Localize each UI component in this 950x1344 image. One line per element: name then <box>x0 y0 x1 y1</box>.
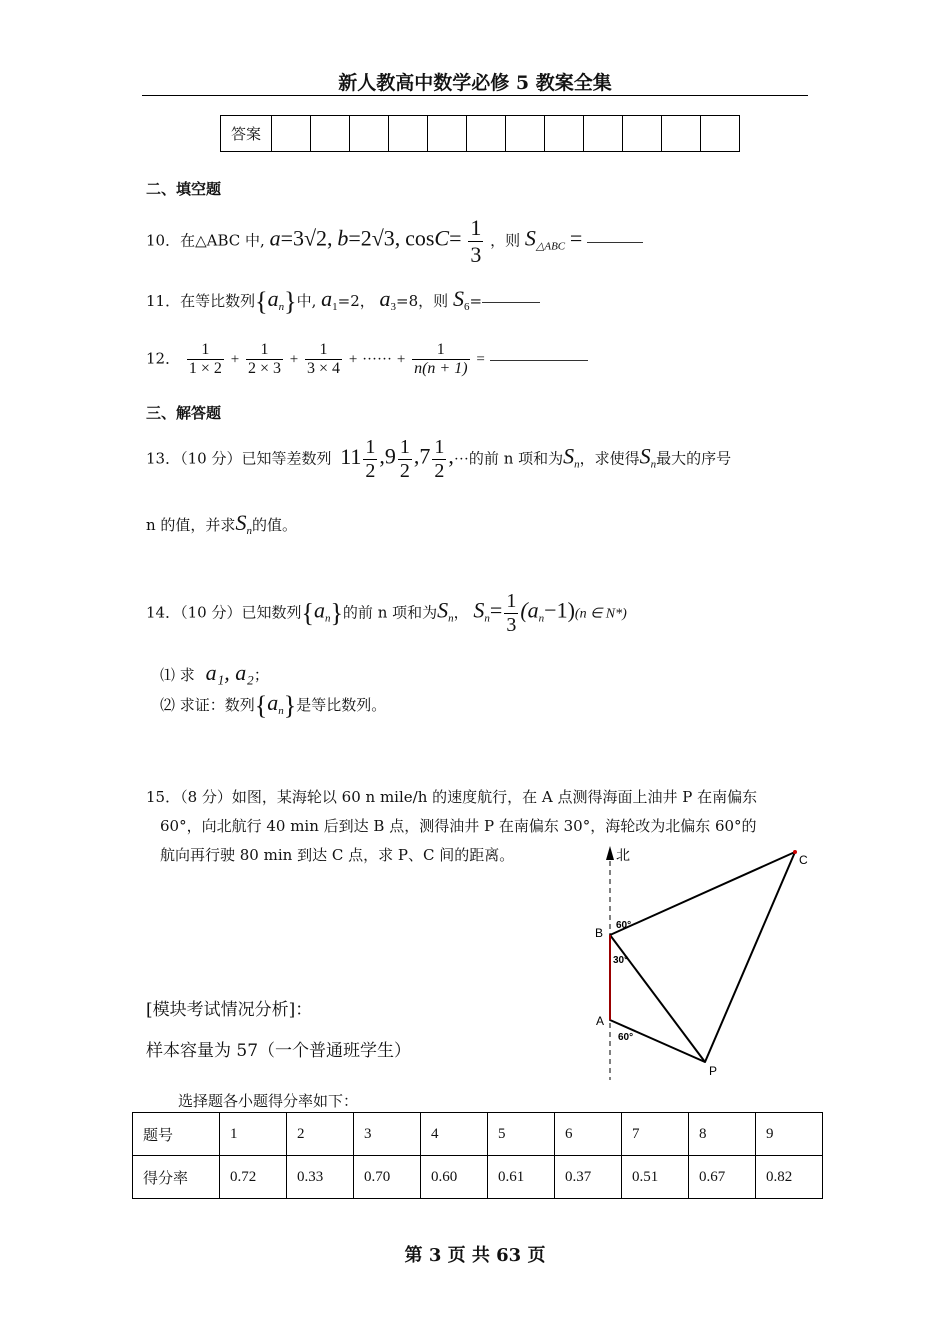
table-cell: 0.33 <box>287 1156 354 1199</box>
table-cell: 1 <box>220 1113 287 1156</box>
page-footer: 第 3 页 共 63 页 <box>404 1245 546 1266</box>
answer-cell <box>272 116 311 152</box>
q14-var-a: a <box>267 690 279 715</box>
table-cell: 0.51 <box>622 1156 689 1199</box>
q15-line-2: 60°，向北航行 40 min 后到达 B 点，测得油井 P 在南偏东 30°，海轮改为北偏东 60°的 <box>160 817 757 835</box>
angle-b-top: 60° <box>616 920 632 931</box>
table-cell: 7 <box>622 1113 689 1156</box>
q13-mid2: ，求使得 <box>579 449 640 468</box>
q12-ellipsis: ······ <box>362 351 393 368</box>
table-header-label: 题号 <box>133 1113 220 1156</box>
q10-var-a: a <box>269 225 281 251</box>
table-cell: 0.70 <box>354 1156 421 1199</box>
q14-sub-n: n <box>484 612 490 625</box>
q14-brace-open: { <box>254 691 268 720</box>
analysis-title: [模块考试情况分析]： <box>146 1000 313 1020</box>
q10-var-s: S <box>524 225 536 251</box>
table-cell: 0.60 <box>421 1156 488 1199</box>
question-13 <box>146 436 731 483</box>
q13-whole-1: 11 <box>340 443 362 469</box>
angle-a: 60° <box>618 1032 634 1043</box>
q14-fraction <box>504 590 518 637</box>
answer-cell <box>584 116 623 152</box>
q11-sub-3: 3 <box>390 301 397 313</box>
table-cell: 6 <box>555 1113 622 1156</box>
q14-part1-end: ； <box>253 666 269 684</box>
q14-brace-open: { <box>301 598 314 628</box>
q13-comma: , <box>413 443 420 469</box>
q12-equals: = <box>476 351 485 368</box>
path-quadrilateral <box>610 852 795 1062</box>
q11-var-s: S <box>452 286 464 311</box>
q13-var-s: S <box>639 443 651 469</box>
label-c: C <box>799 853 808 867</box>
q13-sub-n: n <box>650 458 657 471</box>
table-cell: 3 <box>354 1113 421 1156</box>
header-divider <box>142 95 808 96</box>
q13-comma: , <box>448 443 454 469</box>
q13-whole-3: 7 <box>419 443 431 469</box>
table-rate-label: 得分率 <box>133 1156 220 1199</box>
q13-frac-1 <box>363 436 377 483</box>
question-10 <box>146 215 643 268</box>
q11-sub-1: 1 <box>332 301 338 313</box>
table-cell: 0.67 <box>689 1156 756 1199</box>
q15-line-1: 15．（8 分）如图，某海轮以 60 n mile/h 的速度航行，在 A 点测得海面上油井 P 在南偏东 <box>146 788 758 806</box>
q13-ellipsis: ··· <box>453 451 469 468</box>
q14-equals: = <box>489 597 503 623</box>
q11-mid: 中, <box>296 292 317 310</box>
label-p: P <box>709 1064 718 1078</box>
q14-var-s: S <box>473 597 485 623</box>
table-cell: 0.82 <box>756 1156 823 1199</box>
q12-frac1-num: 1 <box>187 341 224 360</box>
section-title-fill: 二、填空题 <box>146 180 222 198</box>
q11-value-a3: =8，则 <box>396 292 449 310</box>
q11-number: 11．在等比数列 <box>146 292 256 310</box>
question-13-line-2 <box>146 510 297 537</box>
q11-var-a: a <box>267 286 279 311</box>
table-cell: 4 <box>421 1113 488 1156</box>
q10-fraction <box>468 215 483 268</box>
q14-brace-close: } <box>330 598 343 628</box>
q13-var-s: S <box>563 443 575 469</box>
page-header-title: 新人教高中数学必修 5 教案全集 <box>338 72 612 94</box>
answer-cell <box>545 116 584 152</box>
q14-frac-den: 3 <box>506 614 517 636</box>
q14-part2-label: ⑵ 求证：数列 <box>160 696 255 714</box>
q10-cos: cos <box>405 225 435 251</box>
q13-line2-end: 的值。 <box>251 516 297 534</box>
q13-frac3-num: 1 <box>434 436 445 458</box>
q13-var-s: S <box>235 510 247 535</box>
q14-comma: ， <box>453 603 469 622</box>
q13-sub-n: n <box>246 525 252 537</box>
q12-plus: + <box>230 351 240 368</box>
analysis-sample: 样本容量为 57（一个普通班学生） <box>146 1041 412 1061</box>
table-row <box>133 1113 823 1156</box>
q14-sub-n: n <box>448 612 454 625</box>
table-cell: 2 <box>287 1113 354 1156</box>
answer-cell <box>389 116 428 152</box>
q11-brace-open: { <box>255 287 268 316</box>
table-cell: 5 <box>488 1113 555 1156</box>
question-14-part-1 <box>160 660 269 686</box>
q13-mid: 的前 n 项和为 <box>468 449 564 468</box>
q14-brace-close: } <box>283 691 297 720</box>
q14-sub-n: n <box>324 612 331 625</box>
table-cell: 0.61 <box>488 1156 555 1199</box>
q13-frac3-den: 2 <box>434 460 445 482</box>
q14-part1-label: ⑴ 求 <box>160 666 195 684</box>
q13-sub-n: n <box>574 458 580 471</box>
q11-var-a1: a <box>321 286 333 311</box>
q13-lead: 13．（10 分）已知等差数列 <box>146 449 332 468</box>
q15-line-3: 航向再行驶 80 min 到达 C 点，求 P、C 间的距离。 <box>160 846 515 864</box>
q12-plus: + <box>289 351 299 368</box>
answer-row-table <box>220 115 740 152</box>
table-row <box>133 1156 823 1199</box>
north-arrow-icon <box>606 846 614 860</box>
table-cell: 9 <box>756 1113 823 1156</box>
q13-frac1-den: 2 <box>365 460 376 482</box>
q10-var-b: b <box>337 225 349 251</box>
q12-frac1-den: 1 × 2 <box>188 360 222 377</box>
q13-frac1-num: 1 <box>365 436 376 458</box>
question-14-part-2 <box>160 690 386 721</box>
score-table <box>132 1112 823 1199</box>
q13-frac-2 <box>398 436 412 483</box>
q12-last-num: 1 <box>412 341 469 360</box>
q14-minus-one: −1) <box>544 597 575 623</box>
q10-number: 10．在△ABC 中, <box>146 231 265 250</box>
answer-cell <box>428 116 467 152</box>
q10-then: ，则 <box>490 231 521 250</box>
q10-answer-blank <box>587 241 643 243</box>
q10-frac-den: 3 <box>470 242 482 267</box>
label-a: A <box>596 1014 605 1028</box>
navigation-diagram <box>560 840 820 1085</box>
q10-frac-num: 1 <box>470 215 482 240</box>
q12-answer-blank <box>490 359 588 361</box>
q14-sub-n: n <box>278 705 284 717</box>
table-caption: 选择题各小题得分率如下： <box>178 1092 359 1110</box>
angle-b-bottom: 30° <box>613 955 629 966</box>
table-cell: 0.72 <box>220 1156 287 1199</box>
q12-fraction-last <box>412 341 469 378</box>
north-label: 北 <box>616 847 630 863</box>
question-12 <box>146 341 588 378</box>
q10-value-a: =3√2, <box>280 225 333 251</box>
q12-plus: + <box>348 351 358 368</box>
q10-var-c: C <box>434 225 450 251</box>
table-cell: 0.37 <box>555 1156 622 1199</box>
q10-subscript: △ABC <box>535 240 566 253</box>
q10-value-b: =2√3, <box>348 225 401 251</box>
q13-frac2-num: 1 <box>399 436 410 458</box>
q14-sub-n: n <box>538 612 545 625</box>
q11-equals: = <box>469 292 483 310</box>
answer-cell <box>506 116 545 152</box>
q12-frac2-num: 1 <box>246 341 283 360</box>
question-14 <box>146 590 627 637</box>
q11-sub-6: 6 <box>463 301 470 313</box>
answer-cell <box>623 116 662 152</box>
answer-cell <box>467 116 506 152</box>
q11-brace-close: } <box>284 287 297 316</box>
q14-mid: 的前 n 项和为 <box>342 603 438 622</box>
q14-part2-end: 是等比数列。 <box>296 696 387 714</box>
section-title-solve: 三、解答题 <box>146 404 222 422</box>
q13-comma: , <box>379 443 385 469</box>
q13-whole-2: 9 <box>384 443 396 469</box>
answer-cell <box>701 116 740 152</box>
q13-frac2-den: 2 <box>399 460 410 482</box>
answer-cell <box>311 116 350 152</box>
q14-lead: 14．（10 分）已知数列 <box>146 603 302 622</box>
q11-sub-n: n <box>278 301 285 313</box>
q14-frac-num: 1 <box>506 590 517 612</box>
q12-frac2-den: 2 × 3 <box>247 360 281 377</box>
q13-tail: 最大的序号 <box>656 449 732 468</box>
q12-plus: + <box>396 351 406 368</box>
question-11 <box>146 286 540 317</box>
answer-label: 答案 <box>221 116 272 152</box>
q12-frac3-den: 3 × 4 <box>307 360 341 377</box>
q14-paren-expr: (a <box>520 597 539 623</box>
q14-condition: (n ∈ N*) <box>574 606 627 622</box>
table-cell: 8 <box>689 1113 756 1156</box>
q12-fraction-2 <box>246 341 283 378</box>
q11-answer-blank <box>482 301 540 303</box>
q11-var-a3: a <box>379 286 391 311</box>
label-b: B <box>595 926 604 940</box>
q11-value-a1: =2， <box>337 292 375 310</box>
q14-var-s: S <box>437 597 449 623</box>
q12-frac3-num: 1 <box>305 341 342 360</box>
answer-cell <box>350 116 389 152</box>
q13-frac-3 <box>432 436 446 483</box>
q12-fraction-3 <box>305 341 342 378</box>
q10-tail-equals: = <box>569 225 583 251</box>
answer-cell <box>662 116 701 152</box>
q12-last-den: n(n + 1) <box>414 360 468 377</box>
q12-fraction-1 <box>187 341 224 378</box>
q10-equals: = <box>449 225 462 251</box>
q13-line2-start: n 的值，并求 <box>146 516 236 534</box>
q14-part1-expr: a₁, a₂ <box>205 660 254 685</box>
point-c <box>793 850 797 854</box>
q14-var-a: a <box>313 597 325 623</box>
q12-number: 12． <box>146 349 181 368</box>
